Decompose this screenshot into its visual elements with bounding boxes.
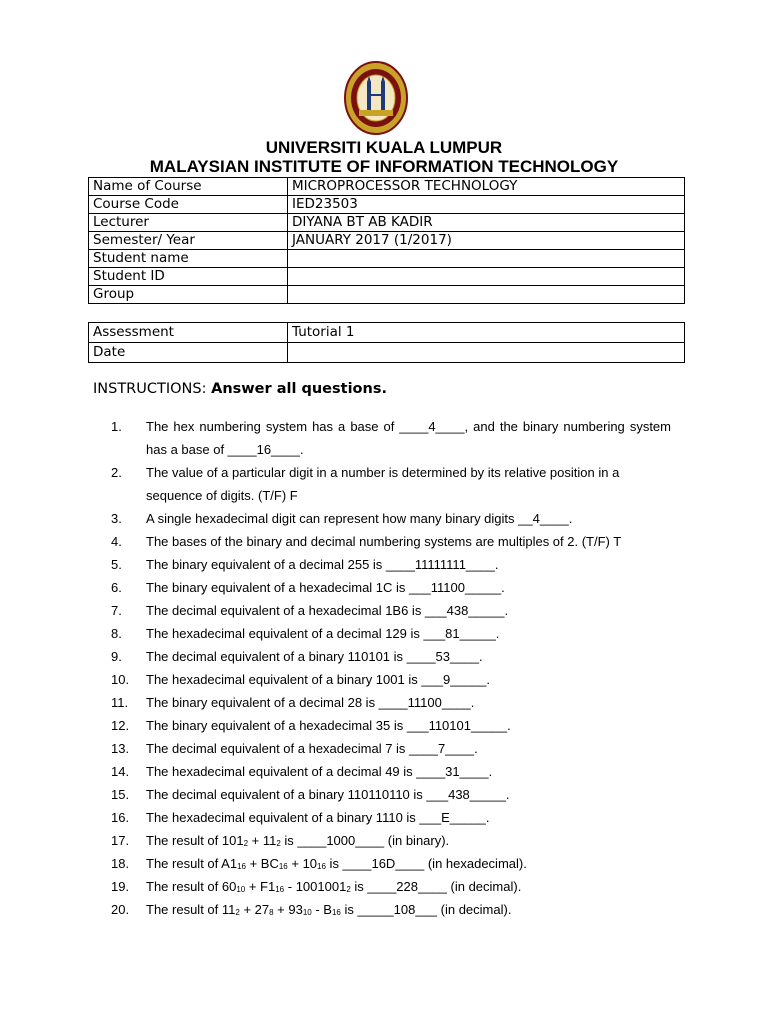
question-number: 17.	[111, 833, 130, 848]
text-part: is _____108___ (in decimal).	[340, 902, 512, 917]
base-subscript: 10	[302, 908, 312, 917]
field-label: Student name	[89, 250, 288, 268]
question-text: The hexadecimal equivalent of a decimal 49 is ____31____.	[146, 764, 493, 779]
group-field[interactable]	[288, 286, 685, 304]
table-row	[89, 343, 685, 363]
list-item	[111, 530, 671, 553]
question-number: 7.	[111, 603, 122, 618]
question-number: 19.	[111, 879, 130, 894]
table-row	[89, 196, 685, 214]
field-value: Tutorial 1	[288, 323, 685, 343]
question-text: The decimal equivalent of a binary 110101 is ____53____.	[146, 649, 483, 664]
question-number: 3.	[111, 511, 122, 526]
question-number: 16.	[111, 810, 130, 825]
text-part: + 11	[248, 833, 277, 848]
table-row	[89, 232, 685, 250]
text-part: - 1001001	[284, 879, 347, 894]
list-item	[111, 852, 671, 875]
table-row	[89, 250, 685, 268]
table-row	[89, 178, 685, 196]
student-name-field[interactable]	[288, 250, 685, 268]
question-text: The hex numbering system has a base of ____4____, and the binary numbering system has a base of ____16____.	[146, 419, 671, 457]
field-label: Semester/ Year	[89, 232, 288, 250]
text-part: is ____228____ (in decimal).	[350, 879, 522, 894]
base-subscript: 16	[275, 885, 285, 894]
field-value: IED23503	[288, 196, 685, 214]
list-item	[111, 507, 671, 530]
date-field[interactable]	[288, 343, 685, 363]
text-part: The result of A1	[146, 856, 238, 871]
question-number: 5.	[111, 557, 122, 572]
field-label: Group	[89, 286, 288, 304]
list-item	[111, 461, 671, 507]
base-subscript: 10	[236, 885, 246, 894]
instructions-text: Answer all questions.	[211, 381, 387, 397]
base-subscript: 16	[317, 862, 326, 871]
list-item	[111, 415, 671, 461]
table-row	[89, 323, 685, 343]
university-logo	[343, 60, 409, 136]
course-info-table	[88, 177, 685, 304]
question-text	[146, 898, 671, 921]
text-part: + F1	[245, 879, 276, 894]
question-text: The binary equivalent of a hexadecimal 35 is ___110101_____.	[146, 718, 511, 733]
text-part: is ____16D____ (in hexadecimal).	[325, 856, 527, 871]
question-text: A single hexadecimal digit can represent how many binary digits __4____.	[146, 511, 573, 526]
list-item	[111, 668, 671, 691]
base-subscript: 8	[269, 908, 274, 917]
list-item	[111, 806, 671, 829]
table-row	[89, 268, 685, 286]
field-value: JANUARY 2017 (1/2017)	[288, 232, 685, 250]
question-text: The hexadecimal equivalent of a decimal 129 is ___81_____.	[146, 626, 500, 641]
instructions-label: INSTRUCTIONS:	[93, 381, 207, 397]
assessment-table	[88, 322, 685, 363]
institute-name: MALAYSIAN INSTITUTE OF INFORMATION TECHNOLOGY	[149, 157, 619, 176]
table-row	[89, 286, 685, 304]
question-number: 20.	[111, 902, 130, 917]
list-item	[111, 714, 671, 737]
question-number: 14.	[111, 764, 130, 779]
question-text: The decimal equivalent of a hexadecimal 1B6 is ___438_____.	[146, 603, 509, 618]
text-part: + 93	[273, 902, 303, 917]
table-row	[89, 214, 685, 232]
list-item	[111, 760, 671, 783]
question-number: 12.	[111, 718, 130, 733]
base-subscript: 16	[331, 908, 341, 917]
university-name: UNIVERSITI KUALA LUMPUR	[265, 138, 503, 157]
field-label: Course Code	[89, 196, 288, 214]
question-number: 8.	[111, 626, 122, 641]
question-text: The binary equivalent of a hexadecimal 1C is ___11100_____.	[146, 580, 505, 595]
list-item	[111, 898, 671, 921]
list-item	[111, 622, 671, 645]
text-part: - B	[311, 902, 332, 917]
base-subscript: 2	[346, 885, 351, 894]
field-label: Lecturer	[89, 214, 288, 232]
field-label: Date	[89, 343, 288, 363]
field-label: Name of Course	[89, 178, 288, 196]
question-list	[111, 415, 671, 921]
question-number: 9.	[111, 649, 122, 664]
question-text	[146, 829, 671, 852]
question-number: 11.	[111, 695, 129, 710]
question-text: The hexadecimal equivalent of a binary 1001 is ___9_____.	[146, 672, 491, 687]
question-text: The decimal equivalent of a binary 110110110 is ___438_____.	[146, 787, 510, 802]
base-subscript: 2	[235, 908, 240, 917]
list-item	[111, 576, 671, 599]
list-item	[111, 599, 671, 622]
list-item	[111, 737, 671, 760]
question-text: The decimal equivalent of a hexadecimal 7 is ____7____.	[146, 741, 478, 756]
question-number: 10.	[111, 672, 130, 687]
question-number: 2.	[111, 465, 122, 480]
text-part: + BC	[245, 856, 279, 871]
student-id-field[interactable]	[288, 268, 685, 286]
base-subscript: 2	[276, 839, 281, 848]
question-number: 4.	[111, 534, 122, 549]
field-value: DIYANA BT AB KADIR	[288, 214, 685, 232]
question-text	[146, 875, 671, 898]
text-part: + 27	[239, 902, 270, 917]
list-item	[111, 829, 671, 852]
question-text: The hexadecimal equivalent of a binary 1110 is ___E_____.	[146, 810, 490, 825]
question-number: 6.	[111, 580, 122, 595]
instructions	[93, 381, 387, 397]
text-part: + 10	[287, 856, 318, 871]
list-item	[111, 783, 671, 806]
text-part: The result of 101	[146, 833, 244, 848]
list-item	[111, 691, 671, 714]
base-subscript: 16	[278, 862, 288, 871]
field-value: MICROPROCESSOR TECHNOLOGY	[288, 178, 685, 196]
field-label: Student ID	[89, 268, 288, 286]
text-part: The result of 11	[146, 902, 236, 917]
base-subscript: 16	[237, 862, 246, 871]
list-item	[111, 645, 671, 668]
text-part: The result of 60	[146, 879, 237, 894]
list-item	[111, 553, 671, 576]
question-number: 15.	[111, 787, 130, 802]
question-text: The value of a particular digit in a number is determined by its relative position in a sequence of digits. (T/F) F	[146, 465, 620, 503]
question-number: 1.	[111, 419, 122, 434]
question-text: The binary equivalent of a decimal 28 is ____11100____.	[146, 695, 475, 710]
question-text: The bases of the binary and decimal numbering systems are multiples of 2. (T/F) T	[146, 534, 622, 549]
field-label: Assessment	[89, 323, 288, 343]
text-part: is ____1000____ (in binary).	[280, 833, 450, 848]
question-number: 18.	[111, 856, 130, 871]
question-text	[146, 852, 671, 875]
question-text: The binary equivalent of a decimal 255 is ____11111111____.	[146, 557, 499, 572]
question-number: 13.	[111, 741, 130, 756]
list-item	[111, 875, 671, 898]
base-subscript: 2	[243, 839, 249, 848]
